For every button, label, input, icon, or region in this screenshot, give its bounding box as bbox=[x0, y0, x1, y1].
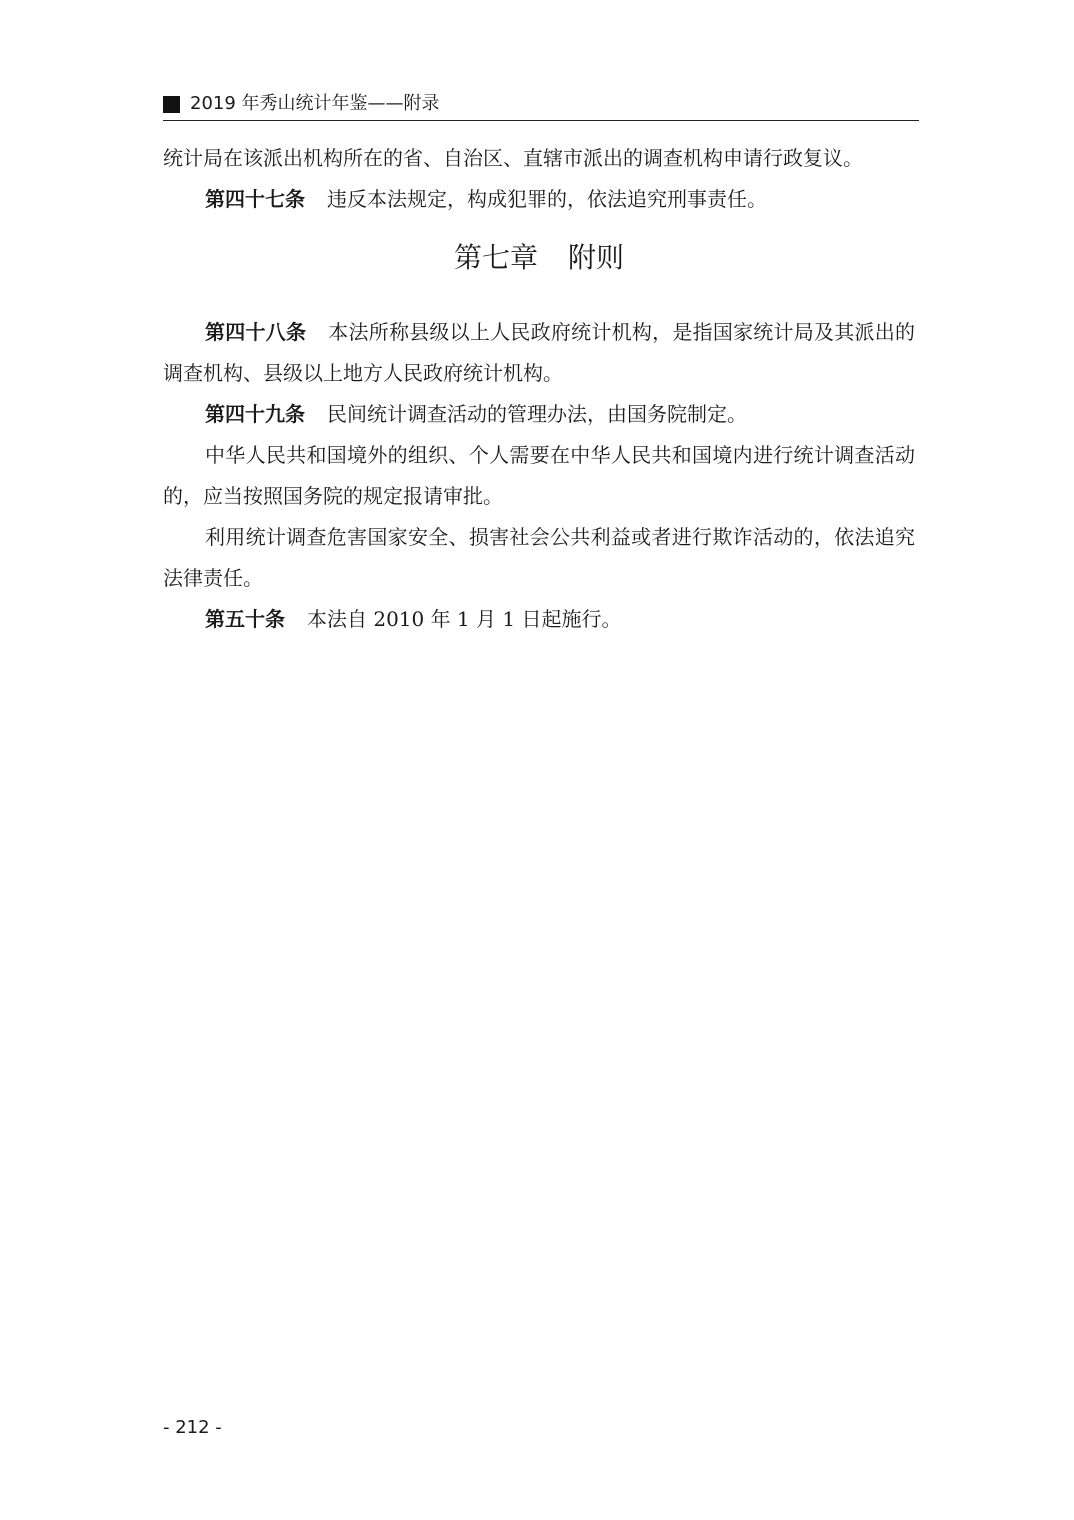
article-number: 第四十八条 bbox=[205, 320, 307, 344]
article-50 bbox=[163, 599, 915, 640]
chapter-heading bbox=[163, 234, 915, 298]
header-square-marker bbox=[163, 96, 180, 113]
article-text: 本法所称县级以上人民政府统计机构，是指国家统计局及其派出的调查机构、县级以上地方人民政府统计机构。 bbox=[163, 320, 916, 385]
article-49-paragraph-2 bbox=[163, 435, 915, 517]
paragraph-continuation bbox=[163, 138, 915, 179]
article-text: 民间统计调查活动的管理办法，由国务院制定。 bbox=[327, 402, 747, 426]
article-49-paragraph-3 bbox=[163, 517, 915, 599]
paragraph-text: 利用统计调查危害国家安全、损害社会公共利益或者进行欺诈活动的，依法追究法律责任。 bbox=[163, 525, 915, 590]
header-title: 2019 年秀山统计年鉴——附录 bbox=[190, 93, 440, 114]
article-48 bbox=[163, 312, 915, 394]
chapter-number: 第七章 bbox=[453, 241, 538, 274]
article-text: 违反本法规定，构成犯罪的，依法追究刑事责任。 bbox=[327, 187, 767, 211]
running-header bbox=[163, 92, 919, 121]
paragraph-text: 中华人民共和国境外的组织、个人需要在中华人民共和国境内进行统计调查活动的，应当按照国务院的规定报请审批。 bbox=[163, 443, 915, 508]
paragraph-text: 统计局在该派出机构所在的省、自治区、直辖市派出的调查机构申请行政复议。 bbox=[163, 146, 863, 170]
article-text: 本法自 2010 年 1 月 1 日起施行。 bbox=[307, 607, 622, 631]
article-49 bbox=[163, 394, 915, 435]
article-47 bbox=[163, 179, 915, 220]
page-body bbox=[163, 138, 915, 640]
article-number: 第五十条 bbox=[205, 607, 285, 631]
article-number: 第四十九条 bbox=[205, 402, 305, 426]
article-number: 第四十七条 bbox=[205, 187, 305, 211]
chapter-title: 附则 bbox=[568, 241, 625, 274]
page-number: - 212 - bbox=[163, 1417, 222, 1438]
